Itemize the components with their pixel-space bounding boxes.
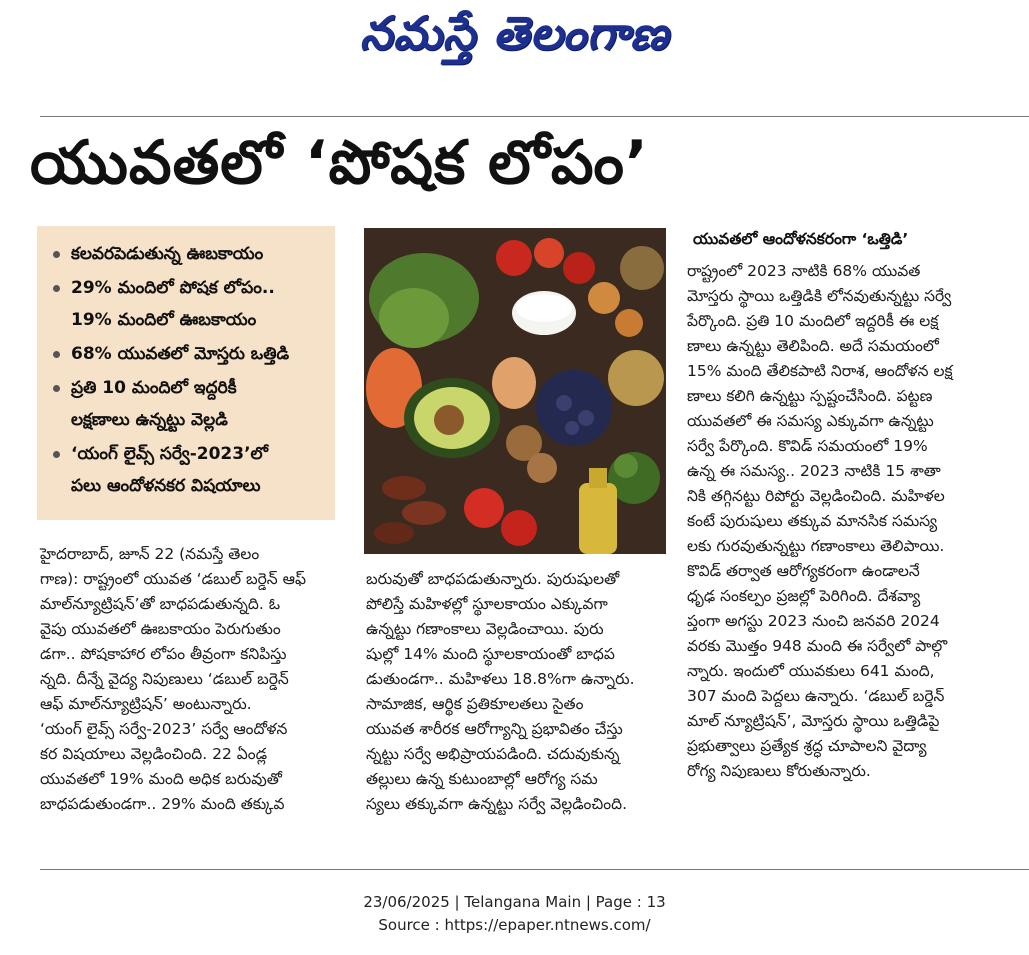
top-divider [40,116,1029,117]
food-illustration [364,228,666,554]
article-column-2 [366,567,666,817]
column-text: బరువుతో బాధపడుతున్నారు. పురుషులతో పోలిస్తే మహిళల్లో స్థూలకాయం ఎక్కువగా ఉన్నట్టు గణాంకాలు వెల్లడించాయి. పురు షుల్లో 14% మంది స్థూలకాయంతో బాధప డుతుండగా.. మహిళలు 18.8%గా ఉన్నారు. సామాజిక, ఆర్థిక ప్రతికూలతలు సైతం యువత శారీరక ఆరోగ్యాన్ని ప్రభావితం చేస్తు న్నట్టు సర్వే అభిప్రాయపడింది. చదువుకున్న తల్లులు ఉన్న కుటుంబాల్లో ఆరోగ్య సమ స్యలు తక్కువగా ఉన్నట్టు సర్వే వెల్లడించింది. [366,570,635,813]
column-3-subheading: యువతలో ఆందోళనకరంగా ‘ఒత్తిడి’ [693,230,909,248]
article-headline: యువతలో ‘పోషక లోపం’ [30,128,649,198]
bullet-icon [53,351,60,358]
column-text: రాష్ట్రంలో 2023 నాటికి 68% యువత మోస్తరు స్థాయి ఒత్తిడికి లోనవుతున్నట్టు సర్వే పేర్కొంది. ప్రతి 10 మందిలో ఇద్దరికీ ఈ లక్ష ణాలు ఉన్నట్టు తెలిపింది. అదే సమయంలో 15% మంది తేలికపాటి నిరాశ, ఆందోళన లక్ష ణాలు కలిగి ఉన్నట్టు స్పష్టంచేసింది. పట్టణ యువతలో ఈ సమస్య ఎక్కువగా ఉన్నట్టు సర్వే పేర్కొంది. కొవిడ్ సమయంలో 19% ఉన్న ఈ సమస్య.. 2023 నాటికి 15 శాతా నికి తగ్గినట్టు రిపోర్టు వెల్లడించింది. మహిళల కంటే పురుషులు తక్కువ మానసిక సమస్య లకు గురవుతున్నట్టు గణాంకాలు తెలిపాయి. కొవిడ్ తర్వాత ఆరోగ్యకరంగా ఉండాలనే ధృఢ సంకల్పం ప్రజల్లో పెరిగింది. దేశవ్యా ప్తంగా అగస్టు 2023 నుంచి జనవరి 2024 వరకు మొత్తం 948 మంది ఈ సర్వేలో పాల్గొ న్నారు. ఇందులో యువకులు 641 మంది, 307 మంది పెద్దలు ఉన్నారు. ‘డబుల్ బర్డెన్ మాల్ న్యూట్రిషన్’, మోస్తరు స్థాయి ఒత్తిడిపై ప్రభుత్వాలు ప్రత్యేక శ్రద్ధ చూపాలని వైద్యా రోగ్య నిపుణులు కోరుతున్నారు. [687,262,953,780]
footer-source: Source : https://epaper.ntnews.com/ [378,916,651,934]
highlight-item: కలవరపెడుతున్న ఊబకాయం [49,238,327,270]
food-photo [364,228,666,554]
highlight-item: 29% మందిలో పోషక లోపం.. 19% మందిలో ఊబకాయం [49,272,327,336]
highlight-item: 68% యువతలో మోస్తరు ఒత్తిడి [49,338,327,370]
bottom-divider [40,869,1029,870]
newspaper-masthead: నమస్తే తెలంగాణ [359,6,670,60]
bullet-icon [53,385,60,392]
article-column-3 [687,259,997,784]
footer-dateline: 23/06/2025 | Telangana Main | Page : 13 [363,893,666,911]
bullet-icon [53,451,60,458]
article-column-1 [40,542,340,817]
highlights-box [37,226,335,520]
bullet-icon [53,285,60,292]
highlight-item: ప్రతి 10 మందిలో ఇద్దరికీ లక్షణాలు ఉన్నట్టు వెల్లడి [49,372,327,436]
bullet-icon [53,251,60,258]
column-text: హైదరాబాద్, జూన్ 22 (నమస్తే తెలం గాణ): రాష్ట్రంలో యువత ‘డబుల్ బర్డెన్ ఆఫ్ మాల్‌న్యూట్రిషన్’తో బాధపడుతున్నది. ఓ వైపు యువతలో ఊబకాయం పెరుగుతుం డగా.. పోషకాహార లోపం తీవ్రంగా కనిపిస్తు న్నది. దీన్నే వైద్య నిపుణులు ‘డబుల్ బర్డెన్ ఆఫ్ మాల్‌న్యూట్రిషన్’ అంటున్నారు. ‘యంగ్ లైవ్స్ సర్వే-2023’ సర్వే ఆందోళన కర విషయాలు వెల్లడించింది. 22 ఏండ్ల యువతలో 19% మంది అధిక బరువుతో బాధపడుతుండగా.. 29% మంది తక్కువ [40,545,307,813]
highlight-item: ‘యంగ్ లైవ్స్ సర్వే-2023’లో పలు ఆందోళనకర విషయాలు [49,438,327,502]
